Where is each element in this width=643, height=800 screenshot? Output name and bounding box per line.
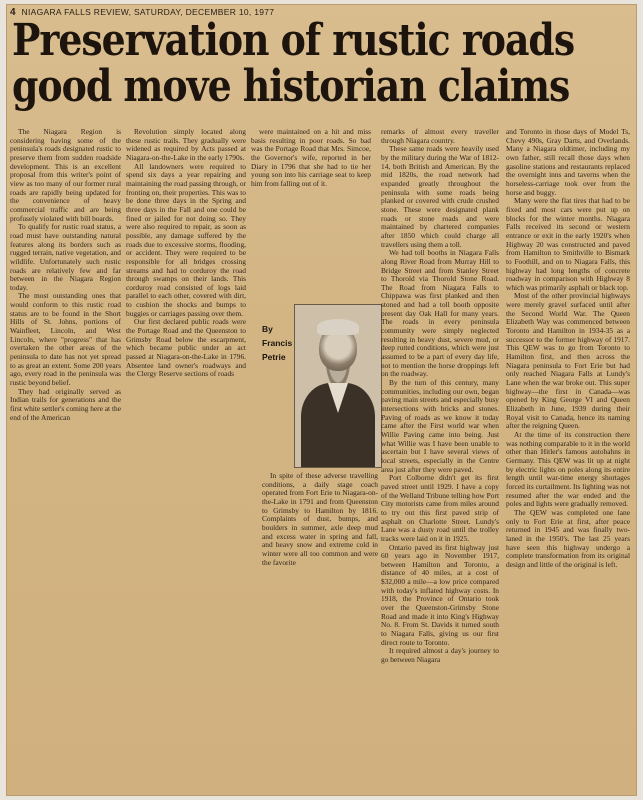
paragraph: Most of the other provincial highways were merely gravel surfaced until after the Second World War. The Queen Elizabeth Way was commenced between Toronto and Hamilton in 1934-35 as a successor to the former highway of 1917. This QEW was to go from Toronto to Hamilton first, and then across the Niagara peninsula to Fort Erie but had only reached Niagara Falls at Lundy's Lane when the war broke out. This super highway—the first in Canada—was opened by King George VI and Queen Elizabeth in June, 1939 during their Royal visit to Canada, hence its naming after the reigning Queen.: [506, 291, 630, 431]
paragraph: and Toronto in those days of Model Ts, Chevy 490s, Gray Darts, and Overlands. Many a Niagara oldtimer, including my own father, still recall those days when gasoline stations and restaurants replaced the overnight inns and taverns when the horseless-carriage took over from the horse and buggy.: [506, 128, 630, 197]
paragraph: were maintained on a hit and miss basis resulting in poor roads. So bad was the Portage Road that Mrs. Simcoe, the Governor's wife, reported in her Diary in 1796 that she had to tie her young son into his carriage seat to keep him from falling out of it.: [251, 128, 371, 188]
paragraph: These same roads were heavily used by the military during the War of 1812-14, both British and American. By the mid 1820s, the road network had expanded greatly throughout the peninsula with some roads being planked or covered with crude crushed stone. These were designated plank roads or stone roads and were maintained by chartered companies after 1850 which could charge all travellers using them a toll.: [381, 144, 499, 249]
article-column-1: [10, 128, 121, 792]
paragraph: Many were the flat tires that had to be fixed and most cars were put up on blocks for the winter months. Niagara Falls received its second or western entrance or exit in the early 1920's when Highway 20 was constructed and paved from Hamilton to Smithville to Bismark to Foothill, and on to Niagara Falls, this highway had long lengths of concrete roadway in comparison with Highway 8 which was primarily asphalt or black top.: [506, 196, 630, 292]
byline: [262, 322, 292, 364]
masthead-line: NIAGARA FALLS REVIEW, SATURDAY, DECEMBER 10, 1977: [21, 7, 275, 17]
newspaper-clipping: [6, 4, 637, 796]
byline-last-name: Petrie: [262, 352, 286, 362]
paragraph: The most outstanding ones that would conform to this rustic road status are to be found in the Short Hills of St. Johns, portions of Wainfleet, Lincoln, and West Lincoln, where "progress" that has overtaken the other areas of the peninsula to date has not yet spread to as great an extent. Some 200 years ago, every road in the peninsula was rustic beyond belief.: [10, 291, 121, 388]
paragraph: We had toll booths in Niagara Falls along River Road from Murray Hill to Bridge Street and from Stanley Street to Thorold via Thorold Stone Road. The Road from Niagara Falls to Chippawa was first planked and then stoned and had a toll booth opposite present day Oak Hall for many years. The roads in every peninsula community were simply neglected resulting in heavy dust, severe mud, or deep rutted conditions, which were just assumed to be a part of every day life, not to mention the horse droppings left on the roadway.: [381, 248, 499, 379]
author-photo: [294, 304, 382, 468]
paragraph: To qualify for rustic road status, a road must have outstanding natural features along its borders such as rugged terrain, native vegetation, and wildlife. Unfortunately such rustic roads are relatively few and far between in the Niagara Region today.: [10, 222, 121, 292]
page-number: 4: [10, 7, 16, 18]
byline-first-name: Francis: [262, 338, 293, 348]
paragraph: Our first declared public roads were the Portage Road and the Queenston to Grimsby Road below the escarpment, which became public under an act passed at Niagara-on-the-Lake in 1796. Absentee land owner's roadways and the Clergy Reserve sections of roads: [126, 317, 246, 379]
headline: [12, 15, 575, 112]
article-column-3-top: [251, 128, 371, 188]
paragraph: They had originally served as Indian trails for generations and the first white settler's coming here at the end of the American: [10, 386, 121, 422]
headline-line-2: good move historian claims: [12, 61, 570, 112]
article-column-2: [126, 128, 246, 792]
paragraph: All landowners were required to spend six days a year repairing and maintaining the road passing through, or fronting on, their properties. This was to be done three days in the Spring and three days in the Fall and one could be fined or jailed for not doing so. They were also required to repair, as soon as possible, any damage suffered by the roads due to excessive storms, flooding, or accident. They were required to be responsible for all bridges crossing streams and had to corduroy the road through swamps on their lands. This corduroy road consisted of logs laid parallel to each other, covered with dirt, to cushion the shocks and bumps to buggies or carriages passing over them.: [126, 161, 246, 318]
paragraph: remarks of almost every traveller through Niagara country.: [381, 128, 499, 145]
photo-hair: [317, 319, 359, 335]
paragraph: The Niagara Region is considering having some of the peninsula's roads designated rustic to preserve them from sudden roadside development. This is an excellent proposal from this writer's point of view as too many of our former rural roads are rapidly being updated for the convenience of heavy commercial traffic and are being profusely violated with bill boards.: [10, 128, 121, 223]
paragraph: The QEW was completed one lane only to Fort Erie at first, after peace returned in 1945 and was finally two-laned in the 1950's. The last 25 years have seen this highway undergo a complete transformation from its original design and little of the original is left.: [506, 507, 630, 569]
headline-line-1: Preservation of rustic roads: [12, 15, 575, 66]
article-column-3-bottom: [262, 472, 378, 792]
byline-by: By: [262, 324, 273, 334]
paragraph: At the time of its construction there was nothing comparable to it in the world other than Hitler's famous autobahns in Germany. This QEW was lit up at night by electric lights on poles along its entire length until war-time energy shortages forced its curtailment. Its lighting was not resumed after the war ended and the poles and lights were gradually removed.: [506, 429, 630, 509]
paragraph: Ontario paved its first highway just 60 years ago in November 1917, between Hamilton and Toronto, a distance of 40 miles, at a cost of $32,000 a mile—a low price compared with today's inflated highway costs. In 1918, the Province of Ontario took over the Queenston-Grimsby Stone Road and made it into King's Highway No. 8. From St. Davids it turned south to Niagara Falls, giving us our first direct route to Toronto.: [381, 542, 499, 647]
article-column-5: [506, 128, 630, 792]
paragraph: In spite of these adverse travelling conditions, a daily stage coach operated from Fort Erie to Niagara-on-the-Lake in 1791 and from Queenston to Grimsby to Hamilton by 1816. Complaints of dust, bumps, and boulders in summer, axle deep mud and excess water in spring and fall, and heavy snow and extreme cold in winter were all too common and were the favorite: [262, 472, 378, 567]
paragraph: By the turn of this century, many communities, including our own, began paving main streets and especially busy intersections with bricks and stones. Paving of roads as we know it today came after the First world war when Willie Paving came into being. Just what Willie was I have been unable to ascertain but I have several views of local streets, especially in the Centre area just after they were paved.: [381, 378, 499, 474]
paragraph: It required almost a day's journey to go between Niagara: [381, 646, 499, 665]
article-column-4: [381, 128, 499, 792]
paragraph: Port Colborne didn't get its first paved street until 1929. I have a copy of the Welland Tribune telling how Port City motorists came from miles around to try out this first paved strip of asphalt on Charlotte Street. Lundy's Lane was a dusty road until the trolley tracks were laid on it in 1925.: [381, 473, 499, 543]
paragraph: Revolution simply located along these rustic trails. They gradually were widened as required by Acts passed at Niagara-on-the-Lake in the early 1790s.: [126, 128, 246, 162]
